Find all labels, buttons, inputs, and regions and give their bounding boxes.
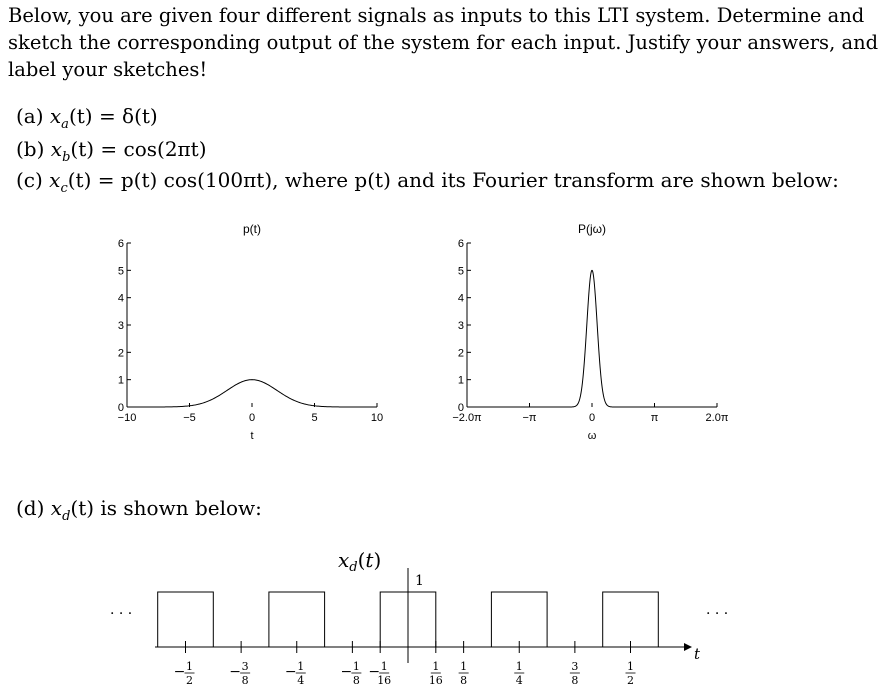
y-tick-label: 0 xyxy=(117,402,124,414)
tick-sign: − xyxy=(173,664,186,680)
tick-sign: − xyxy=(284,664,297,680)
y-tick-label: 1 xyxy=(457,374,464,387)
y-tick-label: 3 xyxy=(117,320,124,332)
y-tick-label: 1 xyxy=(117,374,124,387)
tick-denominator: 2 xyxy=(627,674,634,687)
tick-sign: − xyxy=(229,664,241,680)
x-tick-label: 5 xyxy=(311,412,318,424)
x-tick-label: −10 xyxy=(117,412,137,424)
tick-sign: − xyxy=(340,664,353,680)
tick-denominator: 8 xyxy=(241,674,249,687)
amplitude-label: 1 xyxy=(415,573,424,589)
part-b-expr: (t) = cos(2πt) xyxy=(70,137,207,161)
tick-denominator: 2 xyxy=(186,674,193,687)
pulse-0 xyxy=(158,592,214,647)
chart-title: p(t) xyxy=(243,222,261,236)
tick-numerator: 1 xyxy=(186,660,193,673)
pulse-1 xyxy=(269,592,325,647)
part-b-label: (b) xyxy=(16,137,45,161)
tick-denominator: 8 xyxy=(352,674,360,687)
x-tick-label: 10 xyxy=(370,412,384,424)
part-b-sub: b xyxy=(62,150,71,165)
y-tick-label: 4 xyxy=(117,292,124,305)
y-tick-label: 4 xyxy=(457,292,464,305)
tick-numerator: 1 xyxy=(297,660,305,673)
y-tick-label: 3 xyxy=(457,320,464,332)
x-tick-label: 0 xyxy=(248,412,256,424)
y-tick-label: 2 xyxy=(457,347,464,360)
part-c-sub: c xyxy=(60,181,68,196)
part-a-label: (a) xyxy=(16,104,44,128)
tick-numerator: 3 xyxy=(571,660,579,673)
y-tick-label: 0 xyxy=(457,402,464,414)
part-d-signal: x xyxy=(50,496,63,520)
ellipsis-right: · · · xyxy=(706,606,729,622)
pulse-4 xyxy=(603,592,659,647)
x-tick-label: −5 xyxy=(183,412,196,424)
tick-numerator: 1 xyxy=(432,660,440,673)
tick-numerator: 1 xyxy=(352,660,360,673)
y-tick-label: 5 xyxy=(117,265,124,278)
part-c-expr: (t) = p(t) cos(100πt), where p(t) and its Fourier transform are shown below: xyxy=(67,168,839,192)
x-axis-label: ω xyxy=(587,430,597,442)
tick-denominator: 8 xyxy=(571,674,579,687)
x-tick-label: −π xyxy=(522,412,537,424)
tick-numerator: 3 xyxy=(241,660,249,673)
part-a-expr: (t) = δ(t) xyxy=(68,104,158,128)
part-d-label: (d) xyxy=(16,496,45,520)
tick-denominator: 4 xyxy=(297,674,305,687)
problem-intro: Below, you are given four different signals as inputs to this LTI system. Determine and sketch the corresponding output of the system for each input. Justify your answers, and label your sketches! xyxy=(8,4,879,81)
tick-numerator: 1 xyxy=(627,660,634,673)
x-tick-label: π xyxy=(650,412,659,424)
tick-denominator: 8 xyxy=(460,674,468,687)
part-a-signal: x xyxy=(49,104,62,128)
chart-title: P(jω) xyxy=(577,222,607,236)
x-axis-label: t xyxy=(250,430,254,442)
chart-title: $x_d(t)$ xyxy=(338,548,382,575)
y-tick-label: 2 xyxy=(117,347,124,360)
x-axis-label: t xyxy=(694,645,701,663)
x-tick-label: 2.0π xyxy=(705,412,729,424)
y-tick-label: 6 xyxy=(117,238,124,250)
part-d-sub: d xyxy=(62,509,71,524)
tick-numerator: 1 xyxy=(515,660,523,673)
pulse-3 xyxy=(491,592,547,647)
tick-sign: − xyxy=(368,664,381,680)
part-b-signal: x xyxy=(50,137,63,161)
part-c-signal: x xyxy=(49,168,61,192)
x-tick-label: 0 xyxy=(588,412,596,424)
ellipsis-left: · · · xyxy=(110,606,133,622)
tick-numerator: 1 xyxy=(380,660,388,673)
x-tick-label: −2.0π xyxy=(452,412,482,424)
tick-denominator: 4 xyxy=(515,674,523,687)
tick-denominator: 16 xyxy=(377,674,392,687)
y-tick-label: 5 xyxy=(457,265,464,278)
tick-numerator: 1 xyxy=(460,660,468,673)
part-a-sub: a xyxy=(61,117,69,132)
x-axis-arrow xyxy=(684,643,692,651)
part-d-expr: (t) is shown below: xyxy=(70,496,262,520)
tick-denominator: 16 xyxy=(428,674,443,687)
y-tick-label: 6 xyxy=(457,238,464,250)
part-c-label: (c) xyxy=(16,168,43,192)
